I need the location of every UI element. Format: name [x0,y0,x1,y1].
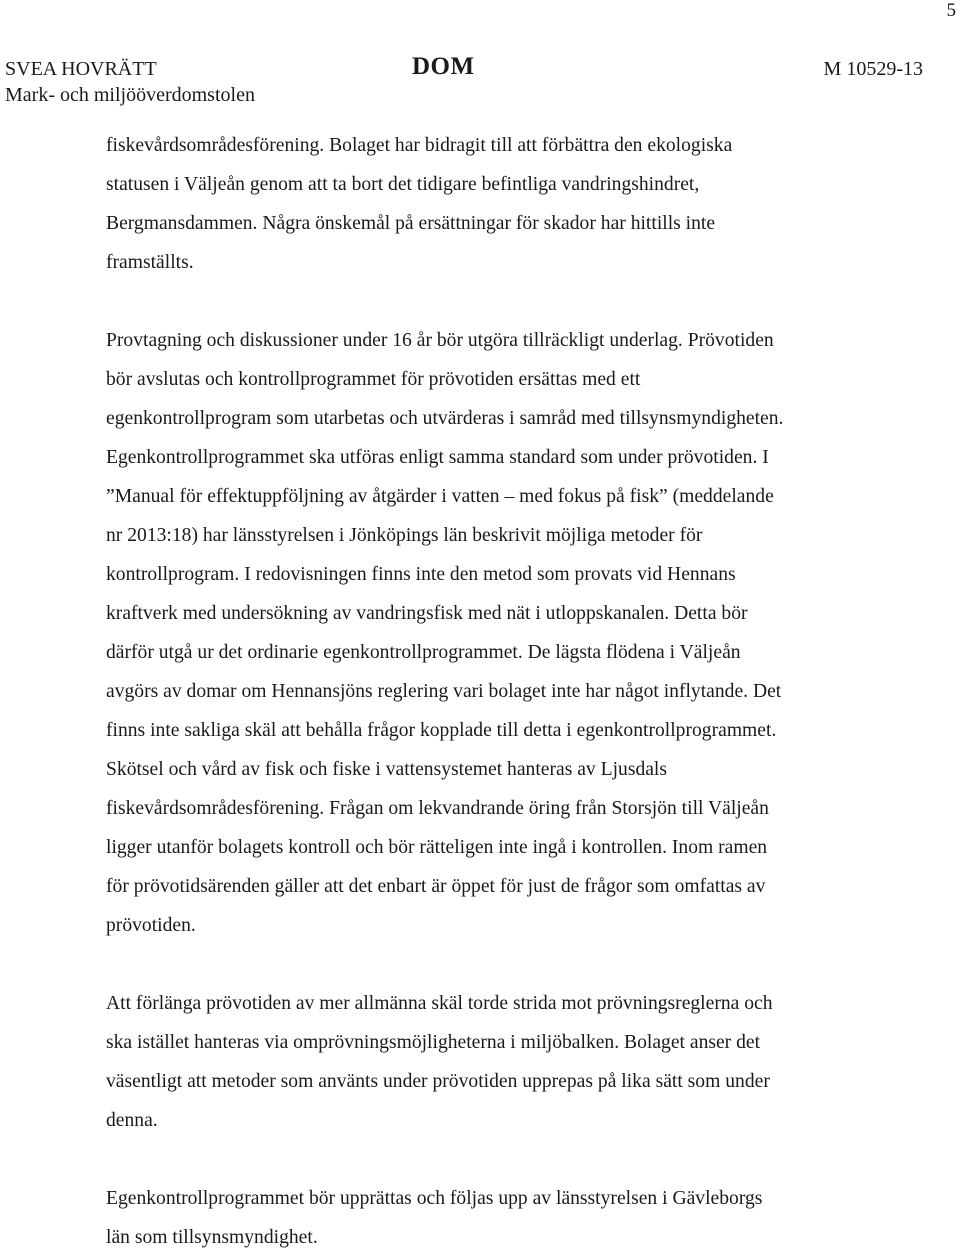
paragraph: Att förlänga prövotiden av mer allmänna skäl torde strida mot prövningsreglerna och ska istället hanteras via omprövningsmöjligheterna i miljöbalken. Bolaget anser det väsentligt att metoder som använts under prövotiden upprepas på lika sätt som under denna. [106,993,773,1131]
paragraph: Egenkontrollprogrammet bör upprättas och följas upp av länsstyrelsen i Gävleborgs län som tillsynsmyndighet. [106,1188,763,1248]
court-division: Mark- och miljööverdomstolen [5,84,255,106]
court-block [5,56,255,108]
page-number: 5 [946,0,956,21]
paragraph: fiskevårdsområdesförening. Bolaget har bidragit till att förbättra den ekologiska statusen i Väljeån genom att ta bort det tidigare befintliga vandringshindret, Bergmansdammen. Några önskemål på ersättningar för skador har hittills inte framställts. [106,135,733,273]
court-name: SVEA HOVRÄTT [5,58,157,80]
document-body [106,126,896,1257]
case-number: M 10529-13 [823,58,923,80]
paragraph: Provtagning och diskussioner under 16 år bör utgöra tillräckligt underlag. Prövotiden bör avslutas och kontrollprogrammet för prövotiden ersättas med ett egenkontrollprogram som utarbetas och utvärderas i samråd med tillsynsmyndigheten. Egenkontrollprogrammet ska utföras enligt samma standard som under prövotiden. I ”Manual för effektuppföljning av åtgärder i vatten – med fokus på fisk” (meddelande nr 2013:18) har länsstyrelsen i Jönköpings län beskrivit möjliga metoder för kontrollprogram. I redovisningen finns inte den metod som provats vid Hennans kraftverk med undersökning av vandringsfisk med nät i utloppskanalen. Detta bör därför utgå ur det ordinarie egenkontrollprogrammet. De lägsta flödena i Väljeån avgörs av domar om Hennansjöns reglering vari bolaget inte har något inflytande. Det finns inte sakliga skäl att behålla frågor kopplade till detta i egenkontrollprogrammet. Skötsel och vård av fisk och fiske i vattensystemet hanteras av Ljusdals fiskevårdsområdesförening. Frågan om lekvandrande öring från Storsjön till Väljeån ligger utanför bolagets kontroll och bör rätteligen inte ingå i kontrollen. Inom ramen för prövotidsärenden gäller att det enbart är öppet för just de frågor som omfattas av prövotiden. [106,330,784,936]
document-type: DOM [412,53,475,80]
